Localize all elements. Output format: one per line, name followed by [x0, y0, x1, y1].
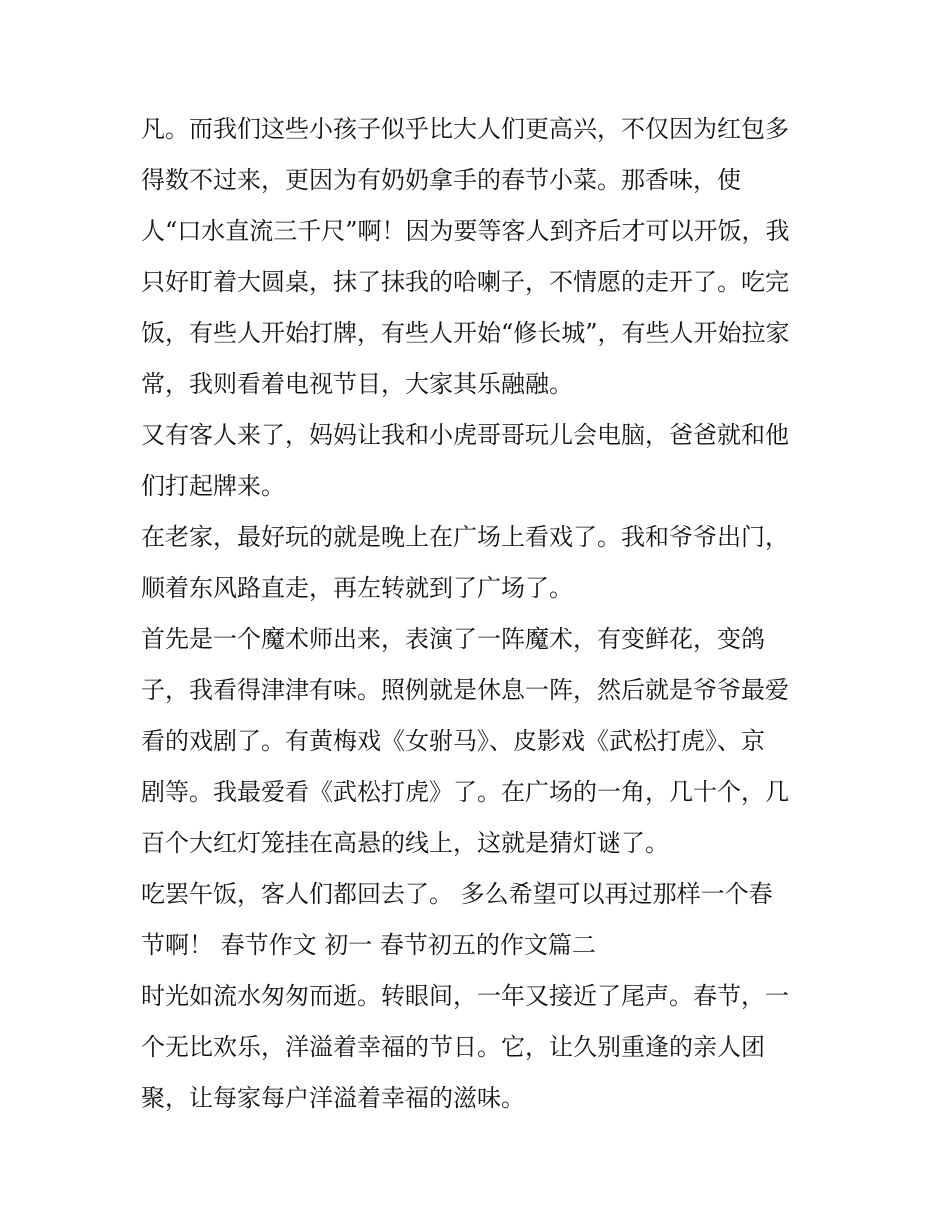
text-line: 看的戏剧了。有黄梅戏《女驸马》、皮影戏《武松打虎》、京	[141, 727, 765, 755]
text-line: 饭，有些人开始打牌，有些人开始“修长城”，有些人开始拉家	[141, 319, 790, 347]
text-line: 只好盯着大圆桌，抹了抹我的哈喇子，不情愿的走开了。吃完	[141, 268, 789, 296]
text-line: 常，我则看着电视节目，大家其乐融融。	[141, 370, 573, 398]
text-line: 个无比欢乐，洋溢着幸福的节日。它，让久别重逢的亲人团	[141, 1033, 765, 1061]
text-line: 们打起牌来。	[141, 472, 285, 500]
text-line: 在老家，最好玩的就是晚上在广场上看戏了。我和爷爷出门，	[141, 523, 789, 551]
text-line: 百个大红灯笼挂在高悬的线上，这就是猜灯谜了。	[141, 829, 669, 857]
text-line: 首先是一个魔术师出来，表演了一阵魔术，有变鲜花，变鸽	[141, 625, 765, 653]
text-line: 剧等。我最爱看《武松打虎》了。在广场的一角，几十个，几	[141, 778, 789, 806]
text-line: 人“口水直流三千尺”啊！因为要等客人到齐后才可以开饭，我	[141, 217, 790, 245]
body-text	[141, 104, 821, 1124]
text-line: 顺着东风路直走，再左转就到了广场了。	[141, 574, 573, 602]
text-line: 聚，让每家每户洋溢着幸福的滋味。	[141, 1084, 525, 1112]
text-line: 得数不过来，更因为有奶奶拿手的春节小菜。那香味，使	[141, 166, 741, 194]
text-line: 又有客人来了，妈妈让我和小虎哥哥玩儿会电脑，爸爸就和他	[141, 421, 789, 449]
text-line: 节啊！ 春节作文 初一 春节初五的作文篇二	[141, 931, 596, 959]
text-line: 凡。而我们这些小孩子似乎比大人们更高兴，不仅因为红包多	[141, 115, 789, 143]
text-line: 吃罢午饭，客人们都回去了。 多么希望可以再过那样一个春	[141, 880, 773, 908]
text-line: 子，我看得津津有味。照例就是休息一阵，然后就是爷爷最爱	[141, 676, 789, 704]
text-line: 时光如流水匆匆而逝。转眼间，一年又接近了尾声。春节，一	[141, 982, 789, 1010]
